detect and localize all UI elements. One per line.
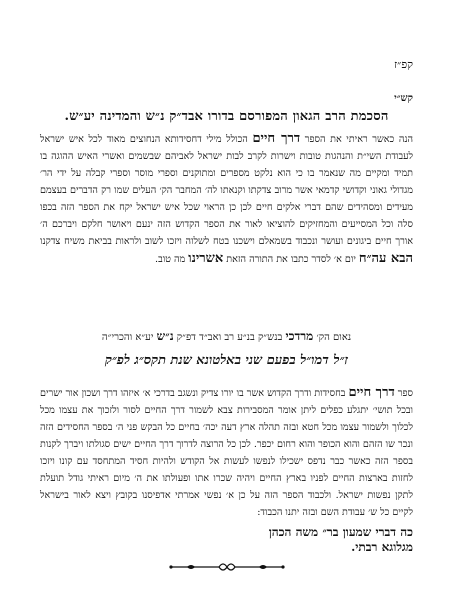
signature-line-2	[40, 525, 413, 555]
closing-text: יום א׳ לסדר כתבו את התורה הזאת	[223, 254, 356, 265]
happy-word: אשרינו	[188, 251, 224, 266]
signature-suffix: בנש״ק בנ״ע רב ואב״ד דפ״ק	[176, 332, 283, 343]
second-edition-body	[40, 384, 413, 521]
approbation-paragraph	[40, 130, 413, 268]
page-corner-label: קפ״ז	[394, 58, 413, 71]
book-name: דרך חיים	[348, 385, 395, 400]
approbation-title: הסכמת הרב הגאון המפורסם בדורו אבד״ק נ״ש והמדינה יע״ש.	[64, 109, 389, 124]
paragraph-text: הכולל מילי דחסידותא הנחוצים מאוד לכל איש ישראל לעבודת השי״ת והנהגות טובות וישרות לקרב לבות ישראל לאביהם שבשמים ואשרי האיש ההוגה בו תמיד ומקיים מה שנאמר בו כי הוא נלקט מספרים ומתוקנים וספרי מוסר וספרי קבלה על ידי הר׳ מגדולי גאוני וקדושי קדמאי אשר מרוב צדקתו וקנאתו לה׳ המחבר הק׳ העלים שמו רק הדברים בעצמם מעידים ומסהידים שהם דברי אלקים חיים לכן כן הראוי שכל איש ישראל יקח את הספר הזה בכפו סלה וכל המסייעים והמחזיקים להוציאו לאור את הספר הקדוש הזה ינעם ויאושר חלקם ויברכם ה׳ אורך חיים ביגונים ועושר ונכבוד בשמאלם וישכנו בטח לשלוה ויזכו לשוב ולראות בביאת משיח צדקנו	[40, 134, 413, 247]
second-edition-title: ז״ל דמו״ל בפעם שני באלטונא שנת תקס״ג לפ״ק	[104, 353, 349, 368]
paragraph-text: בחסידות ודרך הקדוש אשר בו יורו צדיק ונשגב בדרכי א׳ איזהו דרך ושכון אור ישרים ובכל תושי׳ יתגלע כפלים ליתן אומר המסבירות צבא לשמור דרך החיים לסור ולזכוך את עצמו מכל לכלוך ולשמור עצמו מכל חטא ובזה תהלה ארץ דעה יכה׳ בחיים כל הבקש פני ה׳ בספר החסידים הזה ונכר שו הזהם והוא הכופר והוא רחום יכפר. לכן כל הרוצה לדרוך דרך החיים ישים סגולתו ויברך לקנות בספר הזה כאשר כבר נדפס ישכילו לנפשו לעשות אל הקודש ולהיות חסיד המתחסד עם קונו ויזכו לחזות בארצות החיים לפניו בארץ החיים ויהיה שכרו אתו ופעולתו את ה׳ מיום ראיתי גודל תועלת לתקן נפשות ישראל. ולכבוד הספר הזה על כן א׳ נפשי אמרתי אדפיסנו בקובץ ויצא לאור בישראל לקיים כל ש׳ עבודת השם ובזה יתנו הכבוד:	[40, 388, 413, 518]
signature-name: מרדכי	[285, 329, 314, 343]
ornament-divider	[167, 560, 287, 574]
signature-line-1	[40, 329, 413, 344]
paragraph-start: ספר	[397, 388, 413, 399]
signature-prefix: נאום הק׳	[316, 332, 352, 343]
paragraph-tail: מה טוב.	[155, 254, 186, 265]
closing-words: הבא עה״ח	[358, 251, 413, 266]
signature-name: שמעון בר״ משה הכהן	[268, 525, 372, 539]
signature-ending: יע״א והכרי״ה	[101, 332, 154, 343]
signature-place: מגלוגא רבתי.	[351, 540, 413, 554]
book-name: דרך חיים	[252, 131, 301, 146]
signature-place: נ״ש	[156, 329, 174, 343]
signature-prefix: כה דברי	[375, 525, 413, 539]
paragraph-start: הנה כאשר ראיתי את הספר	[304, 134, 413, 145]
approbation-body	[40, 130, 413, 268]
header-abbreviation: קש״י	[394, 93, 413, 104]
